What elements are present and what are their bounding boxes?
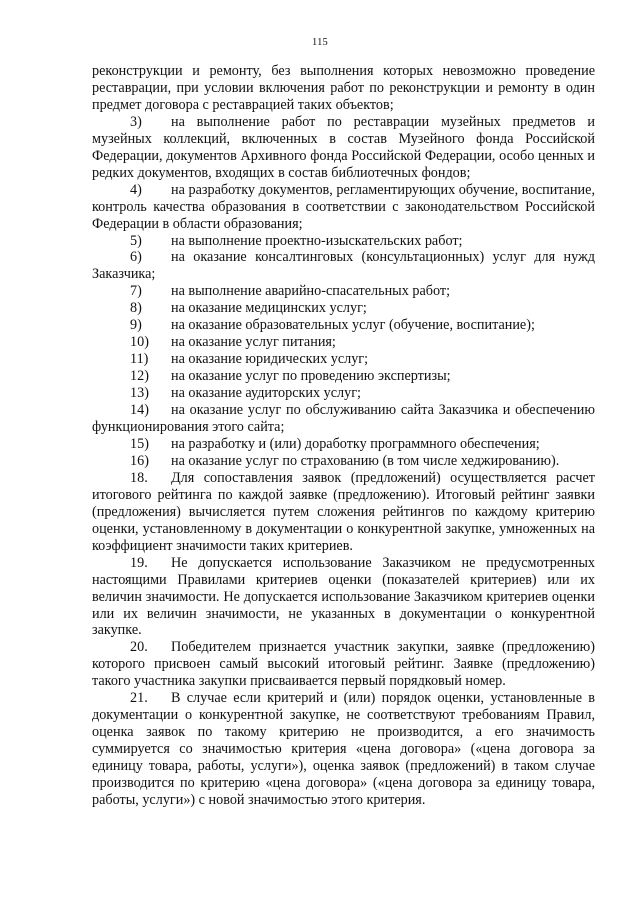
paragraph-number: 18. xyxy=(130,469,148,486)
list-item-number: 3) xyxy=(130,113,142,130)
list-item-11 xyxy=(92,351,595,368)
list-item-8 xyxy=(92,300,595,317)
paragraph-18 xyxy=(92,470,595,555)
list-item-text: на разработку документов, регламентирующих обучение, воспитание, контроль качества образования в соответствии с законодательством Российской Федерации в области образования; xyxy=(92,181,595,232)
paragraph-19 xyxy=(92,555,595,640)
list-item-number: 16) xyxy=(130,452,149,469)
list-item-text: на оказание аудиторских услуг; xyxy=(171,385,361,402)
list-item-number: 11) xyxy=(130,351,149,368)
list-item-text: на разработку и (или) доработку программного обеспечения; xyxy=(171,435,540,452)
list-item-text: на оказание услуг питания; xyxy=(171,334,336,351)
list-item-text: на оказание консалтинговых (консультационных) услуг для нужд Заказчика; xyxy=(92,249,595,283)
list-item-number: 9) xyxy=(130,317,142,334)
list-item-number: 6) xyxy=(130,249,142,266)
list-item-7 xyxy=(92,283,595,300)
document-body xyxy=(92,63,595,809)
list-item-3 xyxy=(92,114,595,182)
list-item-text: на оказание медицинских услуг; xyxy=(171,300,367,317)
list-item-number: 10) xyxy=(130,334,149,351)
paragraph-text: Для сопоставления заявок (предложений) осуществляется расчет итогового рейтинга по каждой заявке (предложению). Итоговый рейтинг заявки (предложения) вычисляется путем сложения рейтингов по каждому критерию оценки, установленному в документации о конкурентной закупке, умноженных на коэффициент значимости таких критериев. xyxy=(92,469,595,554)
paragraph-number: 21. xyxy=(130,690,148,707)
paragraph-21 xyxy=(92,690,595,809)
list-item-text: на оказание услуг по обслуживанию сайта Заказчика и обеспечению функционирования этого сайта; xyxy=(92,402,595,436)
list-item-9 xyxy=(92,317,595,334)
list-item-number: 4) xyxy=(130,181,142,198)
list-item-text: на оказание юридических услуг; xyxy=(171,351,369,368)
list-item-text: на оказание услуг по проведению экспертизы; xyxy=(171,368,451,385)
list-item-15 xyxy=(92,436,595,453)
list-item-5 xyxy=(92,233,595,250)
list-item-4 xyxy=(92,182,595,233)
list-item-number: 15) xyxy=(130,435,149,452)
paragraph-number: 19. xyxy=(130,554,148,571)
list-item-text: на выполнение работ по реставрации музейных предметов и музейных коллекций, включенных в состав Музейного фонда Российской Федерации, документов Архивного фонда Российской Федерации, особо ценных и редких документов, входящих в состав библиотечных фондов; xyxy=(92,113,595,181)
list-item-number: 5) xyxy=(130,232,142,249)
list-item-12 xyxy=(92,368,595,385)
list-item-10 xyxy=(92,334,595,351)
list-item-number: 14) xyxy=(130,402,149,419)
intro-continuation: реконструкции и ремонту, без выполнения которых невозможно проведение реставрации, при условии включения работ по реконструкции и ремонту в один предмет договора с реставрацией таких объектов; xyxy=(92,63,595,113)
list-section xyxy=(92,114,595,470)
paragraph-number: 20. xyxy=(130,639,148,656)
list-item-14 xyxy=(92,402,595,436)
list-item-number: 8) xyxy=(130,300,142,317)
paragraph-text: Не допускается использование Заказчиком не предусмотренных настоящими Правилами критериев оценки (показателей критериев) или их величин значимости. Не допускается использование Заказчиком критериев оценки или их величин значимости, не указанных в документации о конкурентной закупке. xyxy=(92,554,595,639)
list-item-number: 12) xyxy=(130,368,149,385)
list-item-text: на оказание образовательных услуг (обучение, воспитание); xyxy=(171,317,535,334)
paragraph-text: В случае если критерий и (или) порядок оценки, установленные в документации о конкурентной закупке, не соответствуют требованиям Правил, оценка заявок по такому критерию не производится, а его значимость суммируется со значимостью критерия «цена договора» («цена договора за единицу товара, работы, услуги»), оценка заявок (предложений) в таком случае производится по критерию «цена договора» («цена договора за единицу товара, работы, услуги») с новой значимостью этого критерия. xyxy=(92,690,595,808)
paragraph-20 xyxy=(92,639,595,690)
list-item-text: на оказание услуг по страхованию (в том числе хеджированию). xyxy=(171,452,560,469)
list-item-number: 7) xyxy=(130,283,142,300)
list-item-16 xyxy=(92,453,595,470)
list-item-6 xyxy=(92,249,595,283)
list-item-number: 13) xyxy=(130,385,149,402)
list-item-13 xyxy=(92,385,595,402)
paragraph-text: Победителем признается участник закупки, заявке (предложению) которого присвоен самый высокий итоговый рейтинг. Заявке (предложению) такого участника закупки присваивается первый порядковый номер. xyxy=(92,639,595,690)
list-item-text: на выполнение аварийно-спасательных работ; xyxy=(171,283,451,300)
page-number: 115 xyxy=(312,37,328,48)
list-item-text: на выполнение проектно-изыскательских работ; xyxy=(171,232,463,249)
